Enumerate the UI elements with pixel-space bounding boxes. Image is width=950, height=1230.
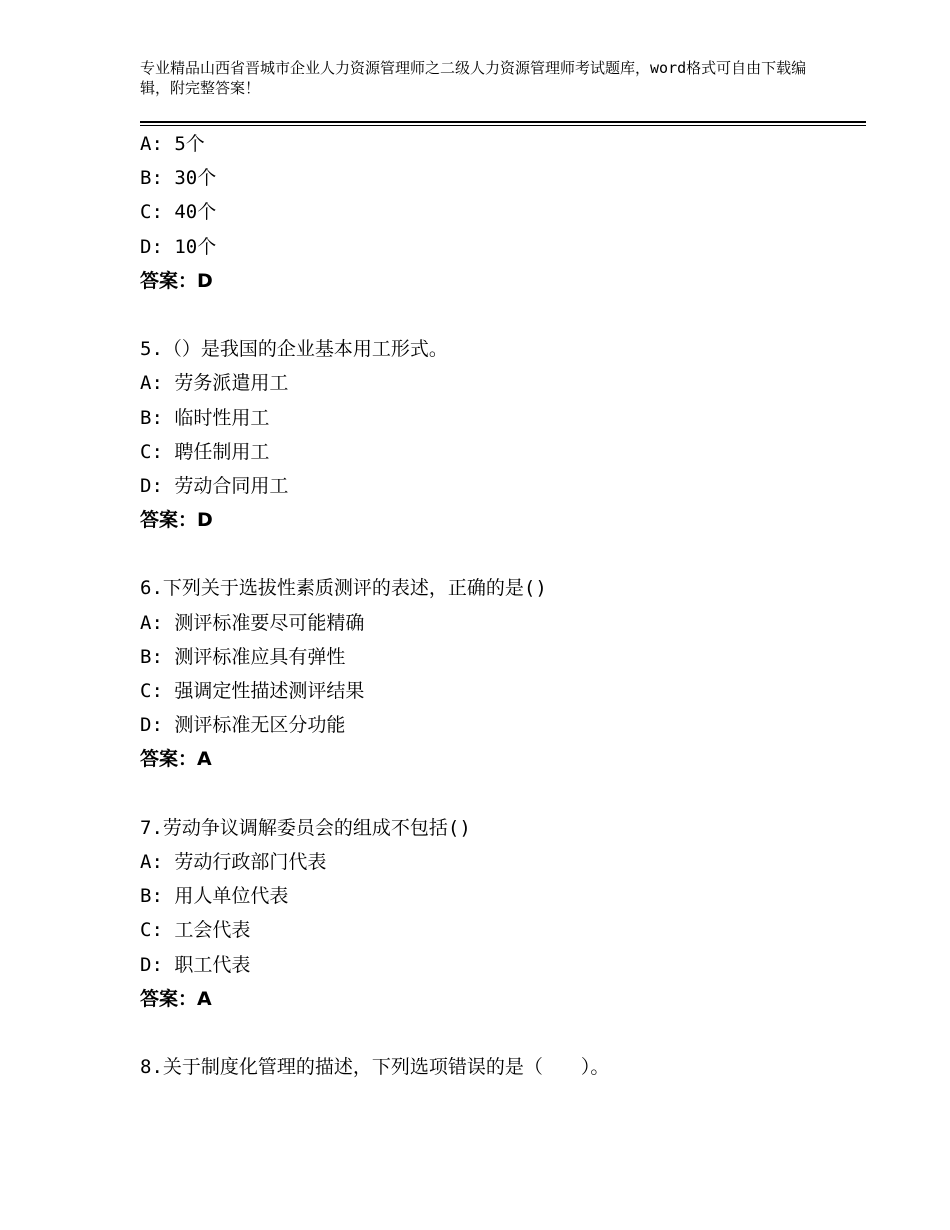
question-text: 5.（）是我国的企业基本用工形式。	[140, 338, 448, 361]
option-a: A: 测评标准要尽可能精确	[140, 611, 365, 634]
question-5	[140, 332, 866, 537]
header-title: 专业精品山西省晋城市企业人力资源管理师之二级人力资源管理师考试题库，word格式可自由下载编辑，附完整答案！	[140, 59, 807, 97]
answer-label: 答案：A	[140, 748, 212, 771]
spacer	[140, 1016, 866, 1050]
header-divider	[140, 121, 866, 126]
question-text: 8.关于制度化管理的描述，下列选项错误的是（ ）。	[140, 1056, 610, 1079]
option-b: B: 测评标准应具有弹性	[140, 645, 346, 668]
question-8	[140, 1050, 866, 1084]
option-d: D: 劳动合同用工	[140, 474, 289, 497]
spacer	[140, 777, 866, 811]
option-d: D: 职工代表	[140, 953, 251, 976]
option-d: D: 测评标准无区分功能	[140, 714, 346, 737]
spacer	[140, 537, 866, 571]
option-a: A: 劳动行政部门代表	[140, 850, 327, 873]
option-b: B: 用人单位代表	[140, 885, 289, 908]
question-7	[140, 811, 866, 1016]
answer-label: 答案：D	[140, 509, 213, 532]
option-b: B: 临时性用工	[140, 406, 270, 429]
option-d: D: 10个	[140, 235, 217, 258]
option-a: A: 5个	[140, 133, 205, 155]
question-text: 6.下列关于选拔性素质测评的表述，正确的是()	[140, 577, 547, 600]
question-4-tail	[140, 127, 866, 298]
spacer	[140, 298, 866, 332]
question-6	[140, 571, 866, 776]
option-c: C: 聘任制用工	[140, 440, 270, 463]
question-text: 7.劳动争议调解委员会的组成不包括()	[140, 816, 471, 839]
answer-label: 答案：D	[140, 269, 213, 292]
option-c: C: 强调定性描述测评结果	[140, 680, 365, 702]
question-list	[140, 127, 866, 1084]
option-b: B: 30个	[140, 167, 217, 190]
answer-label: 答案：A	[140, 987, 212, 1010]
option-c: C: 40个	[140, 201, 217, 224]
document-header	[140, 58, 830, 98]
option-c: C: 工会代表	[140, 919, 251, 942]
option-a: A: 劳务派遣用工	[140, 372, 289, 395]
